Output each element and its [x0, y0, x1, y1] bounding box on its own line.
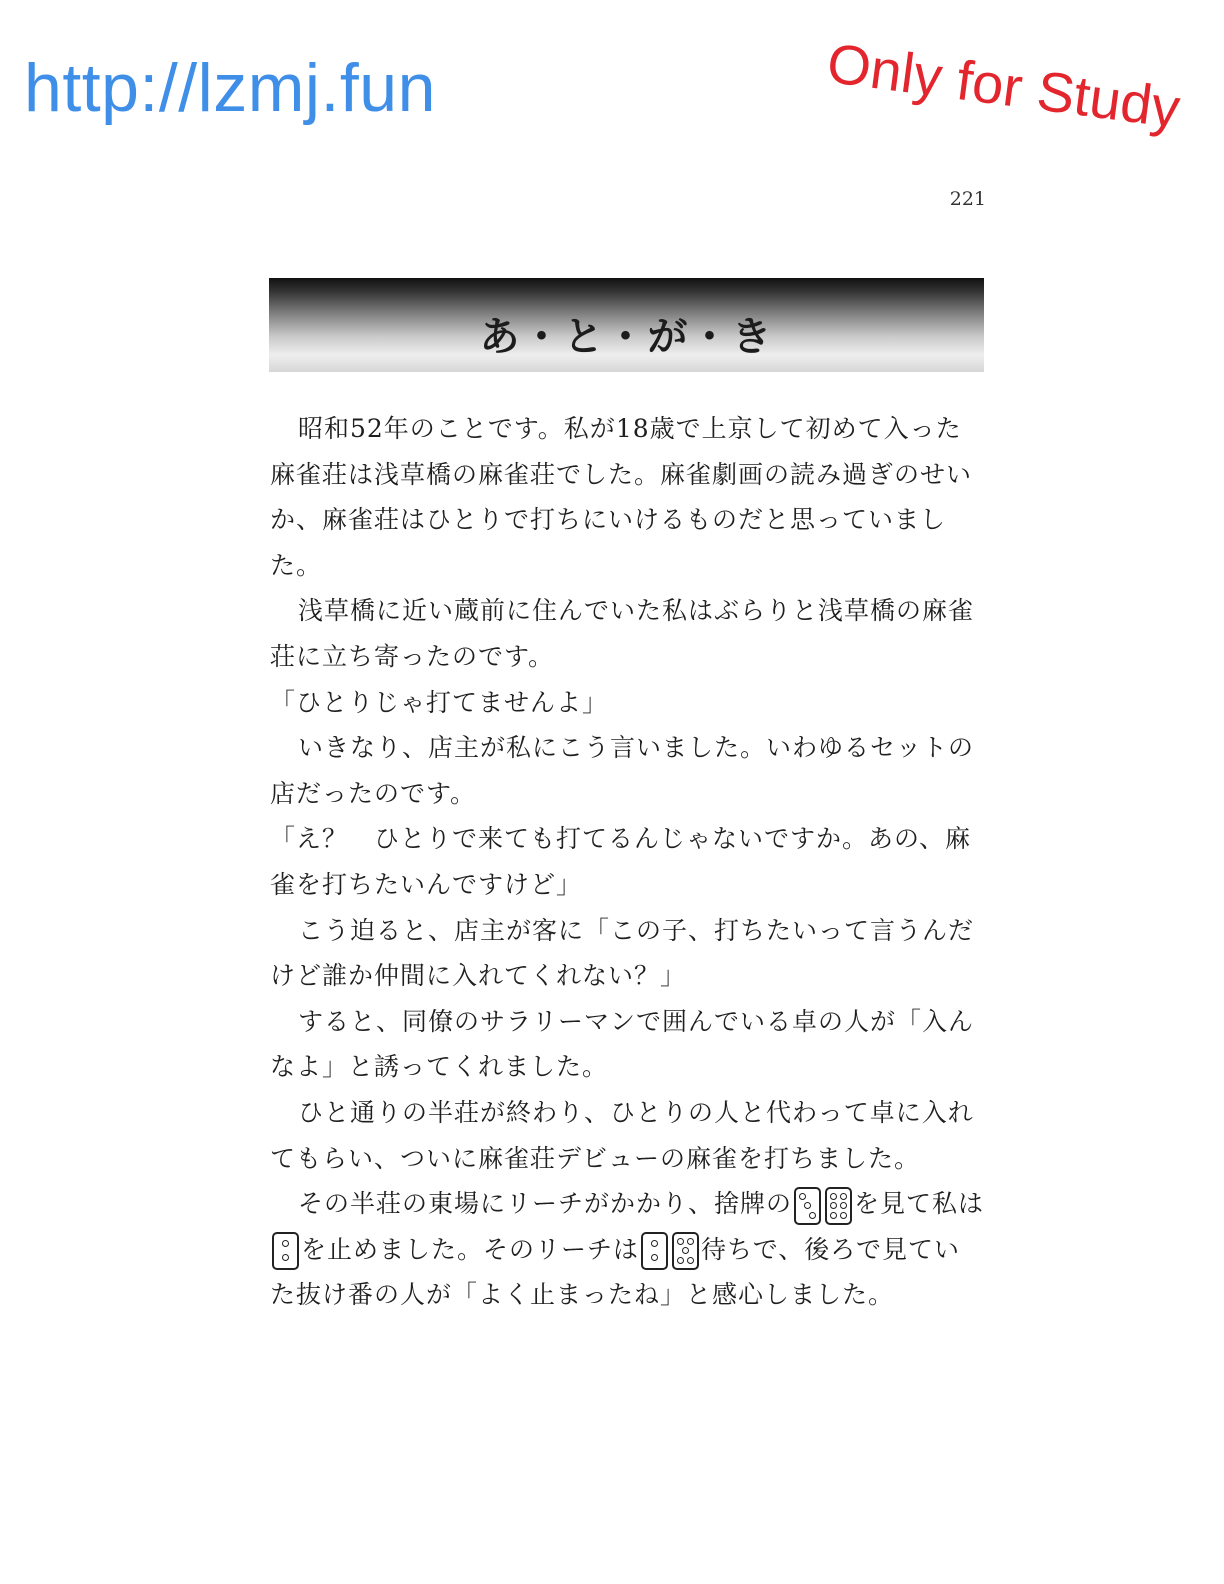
body-text: [270, 406, 986, 1318]
paragraph-2: 浅草橋に近い蔵前に住んでいた私はぶらりと浅草橋の麻雀荘に立ち寄ったのです。: [270, 596, 975, 671]
mahjong-tile-icon: [794, 1187, 821, 1225]
paragraph-1: 昭和52年のことです。私が18歳で上京して初めて入った麻雀荘は浅草橋の麻雀荘でした。麻雀劇画の読み過ぎのせいか、麻雀荘はひとりで打ちにいけるものだと思っていました。: [270, 414, 973, 580]
paragraph-7: すると、同僚のサラリーマンで囲んでいる卓の人が「入んなよ」と誘ってくれました。: [270, 1006, 975, 1082]
paragraph-6: こう迫ると、店主が客に「この子、打ちたいって言うんだけど誰か仲間に入れてくれない？」: [270, 915, 975, 991]
paragraph-9-text-b: を見て私は: [854, 1189, 985, 1219]
paragraph-4: いきなり、店主が私にこう言いました。いわゆるセットの店だったのです。: [270, 733, 975, 808]
watermark-url: http://lzmj.fun: [24, 50, 436, 126]
paragraph-9-text-d: 待ちで、後ろで見ていた抜け番の人が「よく止まったね」と感心しました。: [270, 1234, 961, 1310]
mahjong-tile-icon: [641, 1232, 668, 1270]
paragraph-3: 「ひとりじゃ打てませんよ」: [270, 687, 609, 717]
paragraph-8: ひと通りの半荘が終わり、ひとりの人と代わって卓に入れてもらい、ついに麻雀荘デビューの麻雀を打ちました。: [270, 1097, 974, 1173]
mahjong-tile-icon: [272, 1232, 299, 1270]
mahjong-tile-icon: [825, 1187, 852, 1225]
page-number: 221: [949, 188, 986, 210]
watermark-study-label: Only for Study: [823, 30, 1184, 140]
chapter-title-band: [269, 278, 984, 372]
paragraph-9-text-c: を止めました。そのリーチは: [301, 1234, 640, 1264]
paragraph-5: 「え？ ひとりで来ても打てるんじゃないですか。あの、麻雀を打ちたいんですけど」: [270, 824, 972, 899]
mahjong-tile-icon: [672, 1232, 699, 1270]
chapter-title: あ・と・が・き: [479, 313, 774, 360]
paragraph-9-text-a: その半荘の東場にリーチがかかり、捨牌の: [298, 1189, 793, 1219]
paragraph-9: [270, 1181, 986, 1318]
